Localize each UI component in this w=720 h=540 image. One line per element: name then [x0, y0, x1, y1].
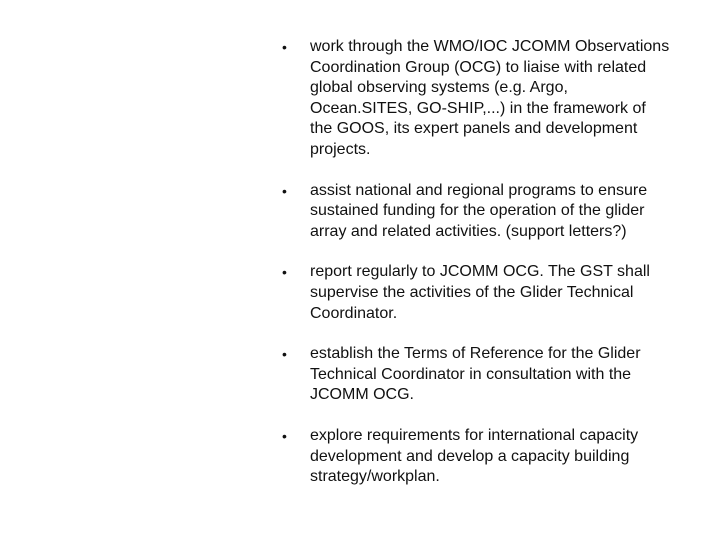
bullet-text — [310, 262, 716, 324]
bullet-text — [310, 37, 716, 161]
bullet-item-1 — [280, 37, 716, 161]
bullet-item-5 — [280, 426, 716, 488]
text-line: Technical Coordinator in consultation with the — [310, 365, 632, 383]
bullet-text — [310, 181, 716, 243]
text-line: explore requirements for international capacity — [310, 426, 639, 444]
text-line: JCOMM OCG. — [310, 386, 414, 404]
text-line: development and develop a capacity building — [310, 447, 630, 465]
text-line: Ocean.SITES, GO-SHIP,...) in the framework of — [310, 99, 646, 117]
bullet-text — [310, 426, 716, 488]
text-line: projects. — [310, 140, 371, 158]
bullet-icon: • — [282, 346, 287, 363]
text-line: report regularly to JCOMM OCG. The GST shall — [310, 263, 650, 281]
text-line: sustained funding for the operation of the glider — [310, 202, 645, 220]
text-line: Coordination Group (OCG) to liaise with related — [310, 58, 647, 76]
bullet-icon: • — [282, 39, 287, 55]
text-line: supervise the activities of the Glider Technical — [310, 283, 634, 301]
bullet-list — [280, 37, 716, 488]
text-line: strategy/workplan. — [310, 468, 440, 486]
text-line: establish the Terms of Reference for the Glider — [310, 345, 641, 363]
bullet-item-4 — [280, 344, 716, 406]
bullet-item-3 — [280, 262, 716, 324]
text-line: assist national and regional programs to ensure — [310, 181, 648, 199]
text-line: global observing systems (e.g. Argo, — [310, 79, 568, 97]
text-line: array and related activities. (support letters?) — [310, 222, 627, 240]
bullet-icon: • — [282, 264, 287, 281]
bullet-icon: • — [282, 427, 287, 444]
text-line: the GOOS, its expert panels and development — [310, 120, 638, 138]
bullet-text — [310, 344, 716, 406]
bullet-icon: • — [282, 182, 287, 199]
text-line: Coordinator. — [310, 304, 398, 322]
bullet-item-2 — [280, 181, 716, 243]
text-line: work through the WMO/IOC JCOMM Observations — [310, 38, 670, 55]
